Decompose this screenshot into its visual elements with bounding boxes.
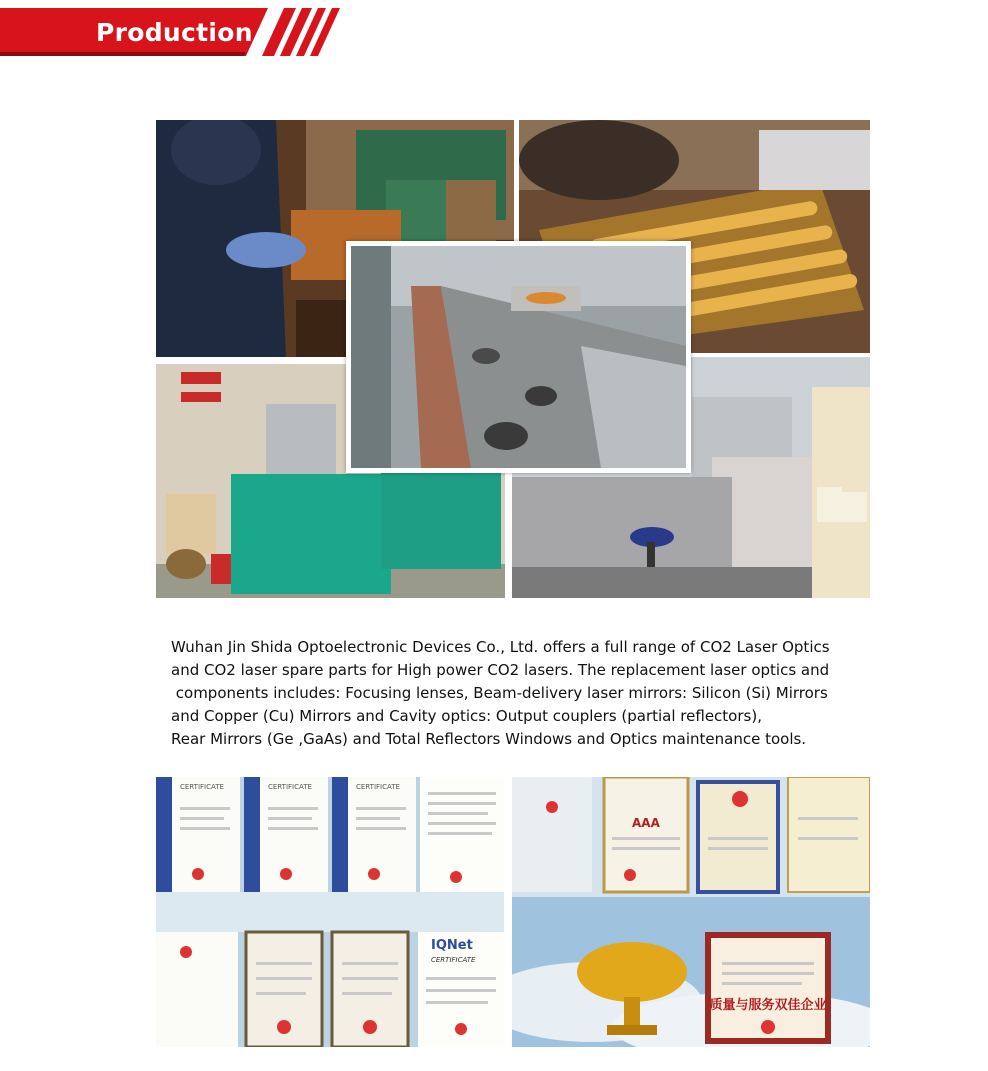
- description-line: and CO2 laser spare parts for High power CO2 lasers. The replacement laser optics and: [171, 661, 830, 679]
- description-line: Wuhan Jin Shida Optoelectronic Devices Co., Ltd. offers a full range of CO2 Laser Optics: [171, 638, 830, 656]
- cert-title: CERTIFICATE: [431, 956, 476, 964]
- photo-polishing-line: [346, 241, 691, 473]
- cert-grade: AAA: [632, 816, 660, 830]
- certificates-panel-left: [156, 777, 504, 1047]
- iqnet-logo: IQNet: [431, 938, 473, 953]
- cert-title: CERTIFICATE: [268, 783, 312, 791]
- section-banner: [0, 8, 350, 56]
- description-line: Rear Mirrors (Ge ,GaAs) and Total Reflectors Windows and Optics maintenance tools.: [171, 730, 807, 748]
- certificates-panel-right: [512, 777, 870, 1047]
- description-line: components includes: Focusing lenses, Beam-delivery laser mirrors: Silicon (Si) Mirrors: [171, 684, 828, 702]
- cert-title: CERTIFICATE: [180, 783, 224, 791]
- cert-title: CERTIFICATE: [356, 783, 400, 791]
- award-title: 质量与服务双佳企业: [709, 998, 827, 1013]
- description-line: and Copper (Cu) Mirrors and Cavity optics: Output couplers (partial reflectors),: [171, 707, 762, 725]
- company-description: [171, 636, 891, 751]
- page-title: Production: [96, 18, 253, 47]
